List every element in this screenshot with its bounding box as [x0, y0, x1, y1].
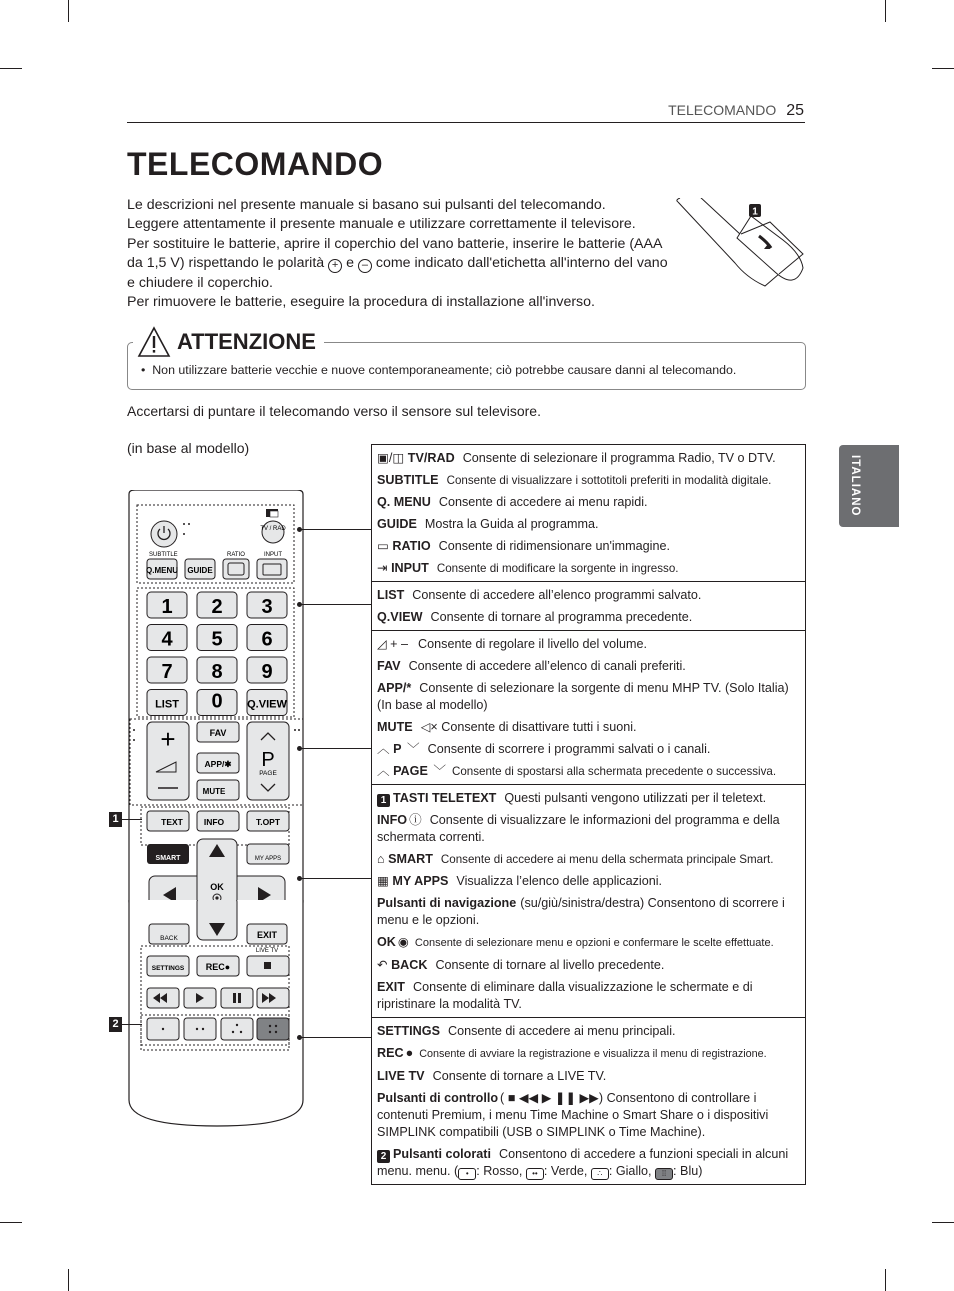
remote-control-illustration [127, 490, 307, 942]
input-icon: ⇥ [377, 561, 392, 575]
row-desc: Consente di eliminare dalla visualizzazione le schermate e di ripristinare la modalità TV. [377, 980, 753, 1011]
yellow-key-icon: ∴ [591, 1168, 609, 1180]
row-key: LIVE TV [377, 1069, 425, 1083]
table-row [377, 1023, 801, 1040]
leader-line [300, 878, 372, 879]
row-key: RATIO [392, 539, 431, 553]
button-description-table [371, 444, 806, 1185]
table-row [377, 979, 801, 1013]
callout-2-badge: 2 [377, 1150, 390, 1163]
svg-text:+: + [160, 724, 176, 754]
crop-mark [0, 1222, 22, 1223]
row-key: Q. MENU [377, 495, 431, 509]
table-row [377, 741, 801, 758]
row-desc: Questi pulsanti vengono utilizzati per il teletext. [504, 791, 767, 805]
remote-exit: EXIT [256, 930, 278, 940]
row-desc: Consente di tornare al programma precedente. [430, 610, 693, 624]
battery-cover-illustration [675, 198, 805, 290]
row-key: INPUT [391, 561, 429, 575]
crop-mark [0, 68, 22, 69]
row-desc: Consente di accedere ai menu della schermata principale Smart. [440, 853, 774, 866]
digit-button-label: 4 [161, 628, 173, 651]
digit-button-label: Q.VIEW [247, 698, 287, 711]
row-desc: Consente di tornare al livello precedente. [435, 958, 665, 972]
row-desc: Consentono di accedere a funzioni speciali in alcuni menu. [377, 1147, 789, 1178]
remote-fav: FAV [209, 728, 227, 738]
row-key: SUBTITLE [377, 473, 439, 487]
warning-icon [137, 326, 171, 358]
crop-mark [932, 68, 954, 69]
row-key: FAV [377, 659, 401, 673]
remote-app: APP/✱ [204, 759, 232, 769]
table-row [377, 873, 801, 890]
remote-input-label: INPUT [264, 552, 282, 558]
row-key: APP/* [377, 681, 412, 695]
digit-button-label: 1 [161, 596, 173, 618]
row-key: Pulsanti di navigazione [377, 896, 517, 910]
table-row [377, 658, 801, 675]
colour-name: : Rosso, [476, 1164, 523, 1178]
table-row [377, 472, 801, 489]
info-icon: ⓘ [409, 813, 422, 827]
intro-line: Leggere attentamente il presente manuale e utilizzare correttamente il televisore. [127, 216, 636, 233]
row-key: P [393, 742, 402, 756]
remote-guide: GUIDE [187, 566, 213, 575]
remote-callout-1: 1 [109, 812, 122, 827]
remote-ok: OK [210, 882, 224, 892]
remote-myapps: MY APPS [254, 856, 282, 862]
remote-text: TEXT [161, 817, 183, 827]
caution-bullet-text: Non utilizzare batterie vecchie e nuove contemporaneamente; ciò potrebbe causare danni al telecomando. [152, 363, 737, 377]
row-key: TV/RAD [407, 451, 455, 465]
record-icon: ● [405, 1046, 414, 1060]
leader-line [300, 1037, 372, 1038]
intro-text-part: come indicato dall'etichetta all'interno del vano e chiudere il coperchio. [127, 255, 668, 291]
row-key: PAGE [393, 764, 428, 778]
digit-button-label: 0 [211, 690, 223, 713]
caution-title-text: ATTENZIONE [177, 329, 316, 354]
remote-livetv: LIVE TV [255, 948, 279, 954]
plus-icon: + [328, 259, 342, 273]
language-tab-label: ITALIANO [849, 455, 861, 517]
battery-callout: 1 [752, 206, 758, 218]
table-row [377, 895, 801, 929]
row-desc: Consente di visualizzare le informazioni del programma e della schermata correnti. [377, 813, 780, 844]
blue-key-icon: ⁞⁞ [655, 1168, 673, 1180]
running-header [668, 102, 804, 120]
remote-back: BACK [160, 935, 178, 942]
table-row [377, 763, 801, 780]
table-row [377, 516, 801, 533]
table-row [377, 609, 801, 626]
ok-icon: ◉ [397, 935, 409, 949]
row-key: TASTI TELETEXT [393, 791, 497, 805]
header-rule [127, 122, 805, 123]
row-key: BACK [391, 958, 428, 972]
remote-mute: MUTE [202, 787, 226, 796]
digit-button-label: 5 [211, 628, 223, 651]
remote-settings: SETTINGS [151, 965, 185, 972]
table-row [377, 957, 801, 974]
section-name: TELECOMANDO [668, 102, 777, 118]
table-cell-teletext [372, 790, 805, 1018]
colour-name: : Giallo, [608, 1164, 652, 1178]
table-cell-volume [372, 636, 805, 785]
crop-mark [885, 1269, 886, 1291]
table-row [377, 636, 801, 653]
remote-page: PAGE [259, 770, 277, 777]
digit-button-label: 7 [161, 661, 173, 683]
red-key-icon: • [458, 1168, 476, 1180]
model-note: (in base al modello) [127, 440, 250, 456]
remote-rec: REC● [205, 962, 231, 972]
row-desc: Consente di avviare la registrazione e visualizza il menu di registrazione. [419, 1048, 767, 1060]
remote-topt: T.OPT [255, 817, 281, 827]
page-title: TELECOMANDO [127, 146, 384, 182]
leader-line [122, 1024, 142, 1025]
row-desc: Consente di regolare il livello del volume. [418, 637, 647, 651]
intro-text-part: e [346, 255, 354, 272]
row-desc: Consente di accedere all’elenco programmi salvato. [412, 588, 702, 602]
row-key: EXIT [377, 980, 405, 994]
caution-title [133, 326, 324, 358]
colour-keys [416, 1164, 703, 1178]
row-desc: Consente di visualizzare i sottotitoli preferiti in modalità digitale. [446, 474, 772, 487]
table-row [377, 812, 801, 846]
intro-line: Per rimuovere le batterie, eseguire la procedura di installazione all'inverso. [127, 294, 595, 311]
colour-name: : Blu) [673, 1164, 703, 1178]
row-key: Pulsanti di controllo [377, 1091, 499, 1105]
row-desc: Consente di accedere ai menu principali. [447, 1024, 676, 1038]
row-desc: Consente di modificare la sorgente in ingresso. [436, 562, 679, 575]
row-key: Q.VIEW [377, 610, 423, 624]
row-key: SETTINGS [377, 1024, 440, 1038]
tvrad-icon: ▣/◫ [377, 451, 408, 465]
row-desc: Mostra la Guida al programma. [424, 517, 599, 531]
table-row [377, 538, 801, 555]
intro-text [127, 196, 677, 312]
playback-icons: ( ■ ◀◀ ▶ ❚❚ ▶▶) [500, 1091, 607, 1105]
colour-keys-prefix: menu. ( [415, 1164, 459, 1178]
back-icon: ↶ [377, 958, 392, 972]
remote-ratio-label: RATIO [227, 552, 245, 558]
chevron-up-icon: ︿ [377, 742, 394, 756]
remote-callout-2: 2 [109, 1017, 122, 1032]
row-desc: Consente di ridimensionare un'immagine. [438, 539, 670, 553]
leader-line [300, 529, 372, 530]
page-number: 25 [786, 102, 804, 119]
intro-text-part: Per sostituire le batterie, aprire il coperchio del vano batterie, inserire le batterie (AAA da 1,5 V) rispettando le polarità [127, 235, 662, 272]
row-desc: Consentono di controllare i contenuti Premium, i menu Time Machine o Smart Share o i dispositivi SIMPLINK compatibili (USB o SIMPLINK o Time Machine). [377, 1091, 769, 1139]
row-key: Pulsanti colorati [393, 1147, 491, 1161]
table-row [377, 934, 801, 952]
row-desc: Consente di tornare a LIVE TV. [432, 1069, 607, 1083]
row-key: OK [377, 935, 396, 949]
digit-button-label: 9 [261, 661, 273, 683]
mute-icon: ◁× [420, 720, 442, 734]
leader-line [300, 604, 372, 605]
table-row [377, 450, 801, 467]
table-row [377, 1146, 801, 1180]
digit-button-label: 8 [211, 661, 223, 683]
language-tab [839, 445, 899, 527]
row-desc: Consente di scorrere i programmi salvati o i canali. [427, 742, 711, 756]
table-cell-settings [372, 1023, 805, 1184]
table-row [377, 560, 801, 577]
aim-text: Accertarsi di puntare il telecomando verso il sensore sul televisore. [127, 403, 541, 419]
minus-icon: – [358, 259, 372, 273]
row-desc: (su/giù/sinistra/destra) Consentono di scorrere i menu e le opzioni. [377, 896, 785, 927]
row-desc: Consente di accedere ai menu rapidi. [438, 495, 648, 509]
remote-subtitle-label: SUBTITLE [149, 552, 178, 558]
volume-icon: ◿ + – [377, 637, 409, 651]
caution-bullet: • Non utilizzare batterie vecchie e nuove contemporaneamente; ciò potrebbe causare danni al telecomando. [141, 363, 737, 377]
ratio-icon: ▭ [377, 539, 393, 553]
callout-1-badge: 1 [377, 794, 390, 807]
leader-line [300, 748, 372, 749]
table-cell-list [372, 587, 805, 631]
apps-grid-icon: ▦ [377, 874, 393, 888]
row-key: SMART [388, 852, 433, 866]
remote-control-lower [127, 900, 307, 1130]
row-desc: Consente di selezionare menu e opzioni e confermare le scelte effettuate. [414, 937, 774, 949]
row-key: MUTE [377, 720, 413, 734]
table-row [377, 1045, 801, 1063]
row-key: INFO [377, 813, 408, 827]
home-icon: ⌂ [377, 852, 389, 866]
digit-button-label: 2 [211, 596, 223, 618]
row-desc: Consente di spostarsi alla schermata precedente o successiva. [451, 765, 777, 778]
table-row [377, 719, 801, 736]
crop-mark [885, 0, 886, 22]
digit-button-label: LIST [155, 698, 179, 711]
crop-mark [68, 1269, 69, 1291]
chevron-down-icon: ﹀ [429, 764, 446, 778]
remote-tvrad-label: TV / RAD [260, 526, 286, 532]
green-key-icon: •• [526, 1168, 544, 1180]
remote-smart: SMART [155, 855, 181, 862]
intro-line: Le descrizioni nel presente manuale si basano sui pulsanti del telecomando. [127, 197, 606, 213]
table-row [377, 587, 801, 604]
row-key: MY APPS [392, 874, 449, 888]
colour-name: : Verde, [543, 1164, 588, 1178]
table-row [377, 790, 801, 807]
intro-line [127, 235, 677, 293]
row-desc: Consente di selezionare il programma Radio, TV o DTV. [462, 451, 776, 465]
table-row [377, 851, 801, 868]
crop-mark [932, 1222, 954, 1223]
row-desc: Consente di disattivare tutti i suoni. [441, 720, 637, 734]
leader-line [122, 819, 142, 820]
table-row [377, 494, 801, 511]
row-desc: Consente di selezionare la sorgente di menu MHP TV. (Solo Italia) (In base al modello) [377, 681, 789, 712]
digit-button-label: 3 [261, 596, 273, 618]
chevron-down-icon: ﹀ [403, 742, 420, 756]
table-row [377, 680, 801, 714]
crop-mark [68, 0, 69, 22]
row-desc: Consente di accedere all’elenco di canali preferiti. [408, 659, 686, 673]
row-key: LIST [377, 588, 405, 602]
table-row [377, 1068, 801, 1085]
table-row [377, 1090, 801, 1141]
row-key: REC [377, 1046, 404, 1060]
remote-p: P [261, 749, 275, 771]
remote-info: INFO [203, 817, 225, 827]
digit-button-label: 6 [261, 628, 273, 651]
table-cell-top-buttons [372, 450, 805, 582]
remote-qmenu: Q.MENU [146, 566, 178, 575]
chevron-up-icon: ︿ [377, 764, 394, 778]
row-key: GUIDE [377, 517, 417, 531]
row-desc: Visualizza l’elenco delle applicazioni. [456, 874, 662, 888]
